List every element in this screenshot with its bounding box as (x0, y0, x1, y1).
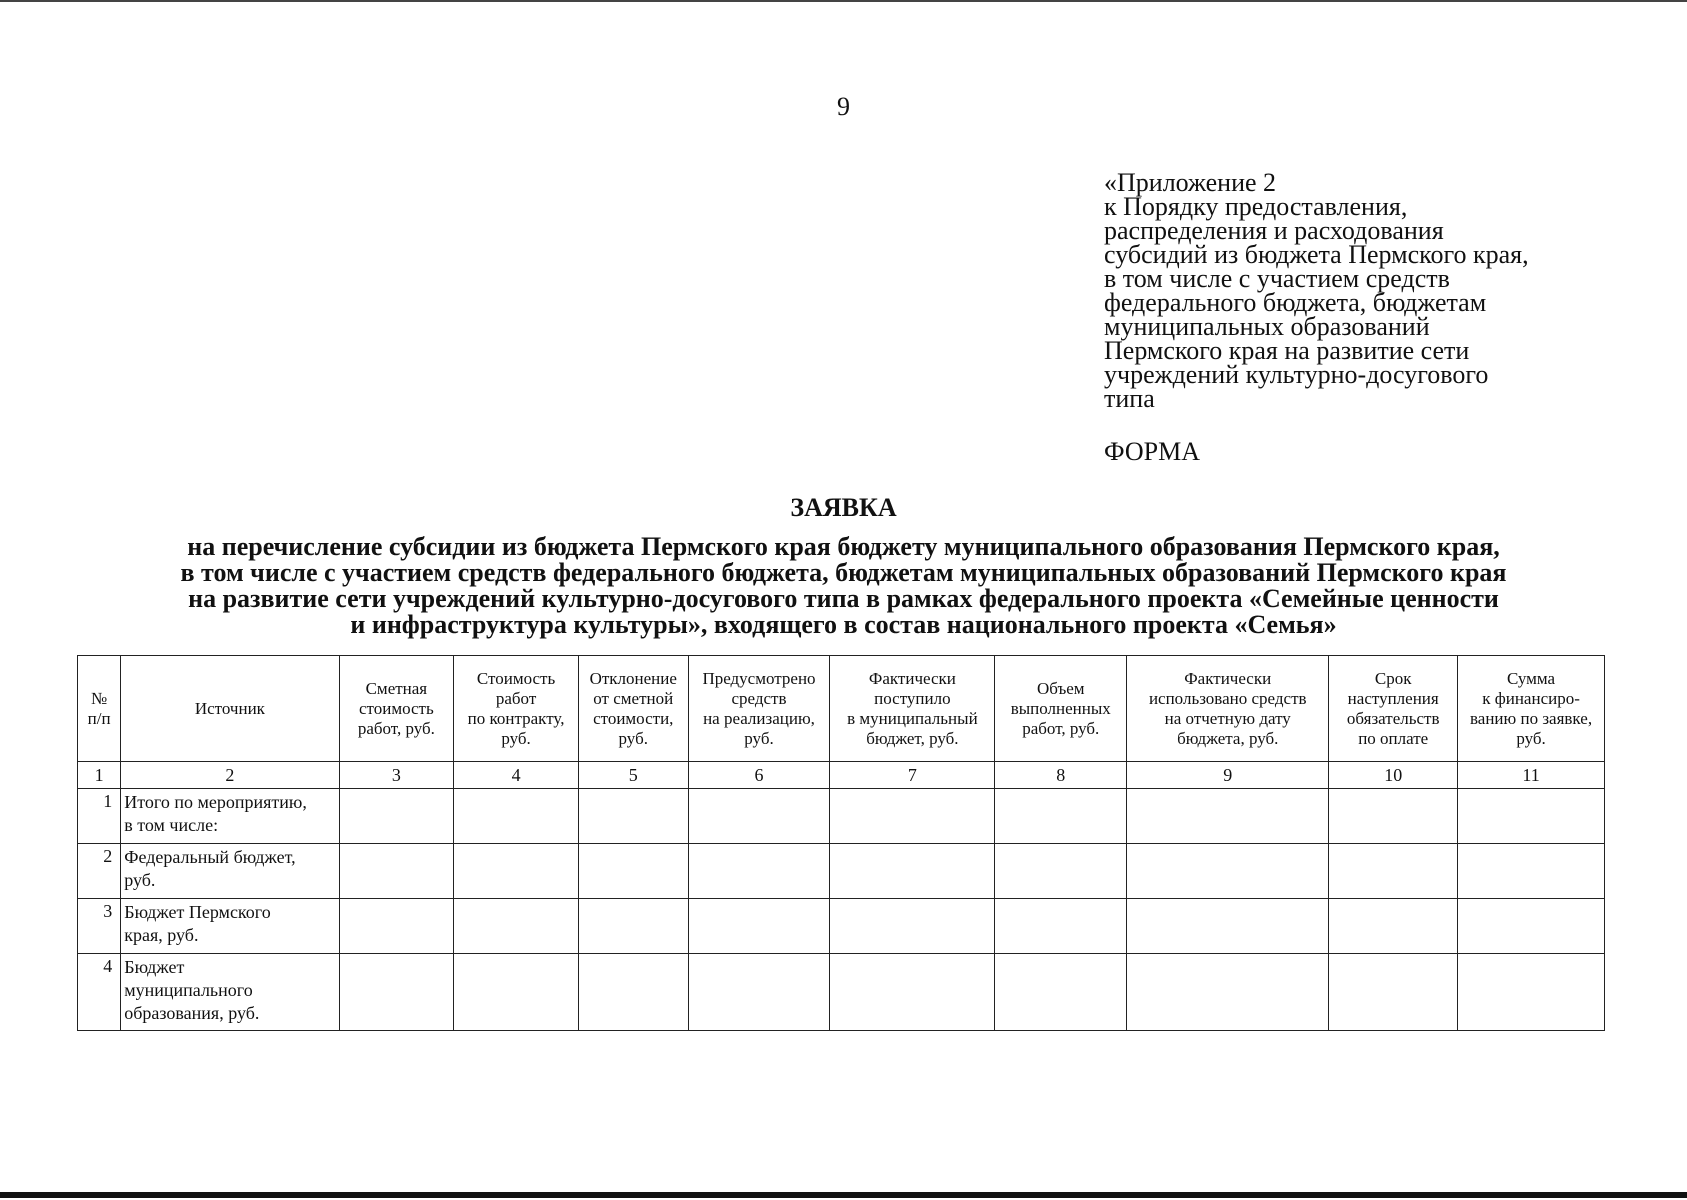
header-cell-number: № п/п (78, 656, 121, 762)
empty-cell (339, 954, 454, 1031)
document-title: ЗАЯВКА (790, 493, 897, 522)
source-cell: Бюджет муниципального образования, руб. (121, 954, 339, 1031)
column-number-cell: 10 (1329, 762, 1458, 789)
header-cell-source: Источник (121, 656, 339, 762)
header-cell-work-volume: Объем выполненных работ, руб. (995, 656, 1127, 762)
empty-cell (1458, 899, 1605, 954)
empty-cell (688, 789, 830, 844)
empty-cell (578, 789, 688, 844)
empty-cell (688, 954, 830, 1031)
empty-cell (1458, 844, 1605, 899)
empty-cell (1458, 789, 1605, 844)
row-number-cell: 2 (78, 844, 121, 899)
empty-cell (454, 789, 579, 844)
table-row (78, 899, 1605, 954)
subtitle-line: на перечисление субсидии из бюджета Пермского края бюджету муниципального образования Пермского края, (187, 532, 1500, 561)
annex-line: муниципальных образований (1104, 312, 1430, 341)
empty-cell (578, 899, 688, 954)
empty-cell (995, 954, 1127, 1031)
header-cell-used-funds: Фактически использовано средств на отчетную дату бюджета, руб. (1127, 656, 1329, 762)
application-table (77, 655, 1605, 1031)
annex-line: федерального бюджета, бюджетам (1104, 288, 1487, 317)
column-number-cell: 5 (578, 762, 688, 789)
column-number-cell: 1 (78, 762, 121, 789)
annex-line: субсидий из бюджета Пермского края, (1104, 240, 1529, 269)
annex-line: типа (1104, 384, 1155, 413)
empty-cell (339, 844, 454, 899)
subtitle-line: на развитие сети учреждений культурно-досугового типа в рамках федерального проекта «Семейные ценности (188, 584, 1499, 613)
empty-cell (830, 899, 995, 954)
annex-line: Пермского края на развитие сети (1104, 336, 1470, 365)
empty-cell (688, 844, 830, 899)
annex-line: к Порядку предоставления, (1104, 192, 1408, 221)
empty-cell (339, 789, 454, 844)
table-row (78, 954, 1605, 1031)
header-cell-planned-funds: Предусмотрено средств на реализацию, руб. (688, 656, 830, 762)
empty-cell (578, 954, 688, 1031)
row-number-cell: 1 (78, 789, 121, 844)
empty-cell (454, 899, 579, 954)
empty-cell (1329, 954, 1458, 1031)
empty-cell (1329, 899, 1458, 954)
page-number: 9 (837, 92, 850, 121)
source-cell: Итого по мероприятию, в том числе: (121, 789, 339, 844)
empty-cell (1127, 844, 1329, 899)
empty-cell (830, 954, 995, 1031)
empty-cell (339, 899, 454, 954)
empty-cell (1329, 789, 1458, 844)
column-number-cell: 9 (1127, 762, 1329, 789)
row-number-cell: 4 (78, 954, 121, 1031)
table-row (78, 789, 1605, 844)
empty-cell (1458, 954, 1605, 1031)
annex-line: распределения и расходования (1104, 216, 1444, 245)
empty-cell (830, 844, 995, 899)
empty-cell (830, 789, 995, 844)
header-cell-contract-cost: Стоимость работ по контракту, руб. (454, 656, 579, 762)
annex-line: «Приложение 2 (1104, 168, 1277, 197)
empty-cell (995, 844, 1127, 899)
column-number-cell: 3 (339, 762, 454, 789)
column-number-cell: 8 (995, 762, 1127, 789)
header-cell-received-funds: Фактически поступило в муниципальный бюджет, руб. (830, 656, 995, 762)
document-subtitle (60, 534, 1627, 638)
header-cell-requested-amount: Сумма к финансиро- ванию по заявке, руб. (1458, 656, 1605, 762)
empty-cell (1127, 954, 1329, 1031)
header-cell-estimated-cost: Сметная стоимость работ, руб. (339, 656, 454, 762)
annex-line: в том числе с участием средств (1104, 264, 1450, 293)
empty-cell (1127, 899, 1329, 954)
header-cell-deviation: Отклонение от сметной стоимости, руб. (578, 656, 688, 762)
subtitle-line: и инфраструктура культуры», входящего в состав национального проекта «Семья» (350, 610, 1337, 639)
source-cell: Федеральный бюджет, руб. (121, 844, 339, 899)
table-header-row (78, 656, 1605, 762)
empty-cell (578, 844, 688, 899)
empty-cell (995, 899, 1127, 954)
column-number-cell: 2 (121, 762, 339, 789)
column-number-cell: 6 (688, 762, 830, 789)
source-cell: Бюджет Пермского края, руб. (121, 899, 339, 954)
subtitle-line: в том числе с участием средств федерального бюджета, бюджетам муниципальных образований Пермского края (180, 558, 1507, 587)
column-number-cell: 4 (454, 762, 579, 789)
empty-cell (995, 789, 1127, 844)
bottom-border-line (0, 1192, 1687, 1198)
empty-cell (454, 954, 579, 1031)
column-number-cell: 7 (830, 762, 995, 789)
column-number-row (78, 762, 1605, 789)
empty-cell (1127, 789, 1329, 844)
empty-cell (1329, 844, 1458, 899)
top-border-line (0, 0, 1687, 2)
annex-reference (1104, 168, 1624, 413)
empty-cell (688, 899, 830, 954)
row-number-cell: 3 (78, 899, 121, 954)
header-cell-payment-term: Срок наступления обязательств по оплате (1329, 656, 1458, 762)
annex-line: учреждений культурно-досугового (1104, 360, 1489, 389)
form-label: ФОРМА (1104, 437, 1200, 466)
empty-cell (454, 844, 579, 899)
column-number-cell: 11 (1458, 762, 1605, 789)
table-row (78, 844, 1605, 899)
